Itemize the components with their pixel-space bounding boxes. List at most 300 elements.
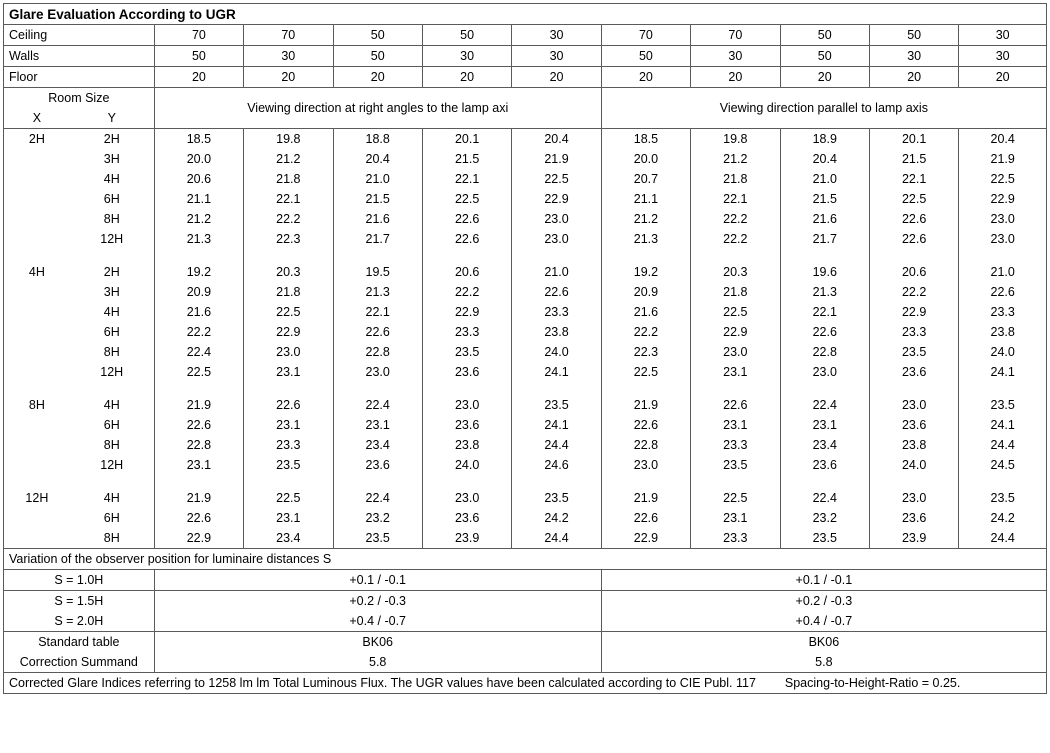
variation-label: S = 1.5H [4,591,155,612]
x-value [4,528,70,549]
walls-value: 50 [154,46,243,67]
y-value: 4H [70,302,154,322]
ugr-value: 22.6 [244,395,333,415]
y-value: 6H [70,415,154,435]
ugr-value: 23.5 [333,528,422,549]
ceiling-value: 30 [959,25,1047,46]
variation-par-value: +0.1 / -0.1 [601,570,1046,591]
ugr-value: 22.2 [691,229,780,249]
x-value [4,169,70,189]
ugr-value: 22.5 [959,169,1047,189]
ugr-value: 22.9 [244,322,333,342]
viewing-direction-parallel-header: Viewing direction parallel to lamp axis [601,88,1046,129]
ugr-value: 22.4 [333,395,422,415]
ugr-value: 23.0 [422,488,511,508]
ugr-value: 22.2 [422,282,511,302]
correction-summand-label: Correction Summand [4,652,155,673]
table-row [4,282,1047,302]
ugr-value: 21.6 [333,209,422,229]
group-separator [4,475,1047,488]
ugr-value: 21.9 [154,488,243,508]
ugr-value: 21.5 [422,149,511,169]
table-row [4,149,1047,169]
ugr-value: 21.5 [780,189,869,209]
ceiling-value: 50 [333,25,422,46]
ugr-value: 24.2 [512,508,601,528]
ugr-value: 22.5 [244,488,333,508]
ugr-value: 22.8 [154,435,243,455]
ugr-value: 23.6 [333,455,422,475]
ugr-value: 23.5 [869,342,958,362]
y-value: 4H [70,395,154,415]
ugr-value: 23.9 [422,528,511,549]
table-row [4,508,1047,528]
y-value: 12H [70,362,154,382]
ugr-value: 22.5 [691,302,780,322]
group-separator [4,382,1047,395]
ugr-value: 22.6 [780,322,869,342]
standard-table-perp: BK06 [154,632,601,653]
ugr-value: 23.0 [959,229,1047,249]
ugr-value: 23.6 [869,415,958,435]
ugr-value: 22.1 [333,302,422,322]
ugr-value: 21.0 [959,262,1047,282]
ugr-value: 23.0 [869,395,958,415]
x-value [4,209,70,229]
ugr-value: 22.1 [780,302,869,322]
walls-value: 50 [333,46,422,67]
y-value: 12H [70,455,154,475]
group-separator [4,249,1047,262]
ugr-value: 23.3 [959,302,1047,322]
ugr-value: 21.3 [601,229,690,249]
ugr-value: 21.1 [601,189,690,209]
x-value: 2H [4,129,70,150]
ugr-value: 24.4 [959,435,1047,455]
ugr-value: 21.2 [601,209,690,229]
table-row [4,169,1047,189]
ugr-value: 22.9 [422,302,511,322]
room-size-header: Room Size [4,88,155,109]
ugr-value: 21.1 [154,189,243,209]
ugr-value: 24.6 [512,455,601,475]
table-row [4,189,1047,209]
ugr-value: 21.8 [244,169,333,189]
ceiling-value: 70 [601,25,690,46]
variation-label: S = 1.0H [4,570,155,591]
x-value [4,362,70,382]
ugr-value: 22.4 [154,342,243,362]
ceiling-value: 50 [780,25,869,46]
ugr-value: 23.0 [512,209,601,229]
ugr-value: 23.5 [959,395,1047,415]
ugr-value: 23.3 [244,435,333,455]
floor-value: 20 [244,67,333,88]
ugr-value: 22.6 [959,282,1047,302]
ugr-value: 22.2 [691,209,780,229]
ugr-value: 23.8 [959,322,1047,342]
table-row [4,435,1047,455]
ugr-value: 24.0 [959,342,1047,362]
ugr-value: 23.6 [422,362,511,382]
ugr-value: 20.4 [959,129,1047,150]
ugr-value: 23.0 [512,229,601,249]
ugr-value: 23.1 [333,415,422,435]
table-row [4,229,1047,249]
floor-value: 20 [601,67,690,88]
table-row [4,395,1047,415]
y-value: 4H [70,488,154,508]
y-value: 3H [70,282,154,302]
ugr-value: 22.6 [422,229,511,249]
standard-table-par: BK06 [601,632,1046,653]
ugr-value: 24.0 [869,455,958,475]
header-room-size-row [4,88,1047,109]
ugr-value: 22.9 [512,189,601,209]
variation-row [4,570,1047,591]
table-row [4,302,1047,322]
y-value: 12H [70,229,154,249]
ugr-value: 21.2 [244,149,333,169]
ugr-value: 21.3 [780,282,869,302]
ugr-value: 20.3 [244,262,333,282]
ugr-value: 22.1 [422,169,511,189]
ugr-value: 20.3 [691,262,780,282]
reflectance-row-floor [4,67,1047,88]
ugr-value: 20.4 [333,149,422,169]
ugr-value: 22.1 [244,189,333,209]
ugr-value: 24.1 [959,362,1047,382]
ugr-value: 19.8 [244,129,333,150]
ugr-value: 20.1 [422,129,511,150]
ugr-value: 20.7 [601,169,690,189]
ugr-value: 21.9 [512,149,601,169]
ugr-value: 22.2 [244,209,333,229]
x-value [4,149,70,169]
ugr-value: 23.0 [959,209,1047,229]
ugr-value: 22.5 [691,488,780,508]
ugr-value: 23.5 [244,455,333,475]
ugr-value: 20.4 [512,129,601,150]
ugr-value: 23.0 [869,488,958,508]
table-row [4,455,1047,475]
ugr-value: 22.5 [422,189,511,209]
variation-par-value: +0.2 / -0.3 [601,591,1046,612]
x-value [4,302,70,322]
ugr-value: 21.3 [333,282,422,302]
ugr-value: 23.6 [780,455,869,475]
ugr-value: 23.5 [959,488,1047,508]
ugr-glare-evaluation-page [0,3,1050,753]
variation-header-row [4,549,1047,570]
ugr-value: 23.5 [512,395,601,415]
ugr-value: 20.0 [154,149,243,169]
correction-summand-row [4,652,1047,673]
table-row [4,528,1047,549]
ugr-value: 22.6 [601,415,690,435]
ugr-value: 23.5 [422,342,511,362]
correction-summand-par: 5.8 [601,652,1046,673]
ugr-value: 21.5 [333,189,422,209]
ugr-value: 24.1 [512,362,601,382]
x-value [4,282,70,302]
ugr-value: 23.3 [691,435,780,455]
reflectance-row-walls [4,46,1047,67]
ugr-value: 21.2 [154,209,243,229]
row-label-ceiling: Ceiling [4,25,155,46]
ugr-value: 23.1 [691,362,780,382]
floor-value: 20 [154,67,243,88]
ugr-value: 22.9 [691,322,780,342]
ugr-value: 19.2 [601,262,690,282]
ugr-value: 21.8 [244,282,333,302]
ugr-value: 20.9 [601,282,690,302]
footer-spacing-ratio: Spacing-to-Height-Ratio = 0.25. [784,675,961,690]
ugr-value: 20.6 [422,262,511,282]
y-value: 8H [70,209,154,229]
ugr-value: 22.6 [869,229,958,249]
ugr-value: 23.1 [244,362,333,382]
ugr-value: 23.4 [244,528,333,549]
ugr-value: 23.3 [422,322,511,342]
variation-par-value: +0.4 / -0.7 [601,611,1046,632]
ugr-value: 22.9 [154,528,243,549]
ugr-value: 21.9 [154,395,243,415]
walls-value: 30 [691,46,780,67]
table-row [4,362,1047,382]
ugr-value: 23.2 [780,508,869,528]
ugr-value: 19.8 [691,129,780,150]
ugr-value: 23.8 [422,435,511,455]
ugr-value: 24.2 [959,508,1047,528]
ugr-value: 22.2 [601,322,690,342]
ugr-value: 18.8 [333,129,422,150]
ugr-value: 21.6 [780,209,869,229]
ugr-value: 24.0 [422,455,511,475]
table-row [4,342,1047,362]
ugr-value: 19.5 [333,262,422,282]
ugr-value: 23.6 [869,362,958,382]
ugr-value: 23.9 [869,528,958,549]
ugr-value: 23.1 [691,508,780,528]
ugr-value: 21.8 [691,169,780,189]
ugr-value: 22.8 [333,342,422,362]
ugr-value: 22.4 [780,488,869,508]
standard-table-label: Standard table [4,632,155,653]
y-value: 8H [70,435,154,455]
ugr-value: 22.2 [154,322,243,342]
x-value [4,435,70,455]
y-header: Y [70,108,154,129]
ugr-value: 20.1 [869,129,958,150]
ugr-value: 20.4 [780,149,869,169]
y-value: 8H [70,528,154,549]
ugr-value: 23.0 [691,342,780,362]
row-label-floor: Floor [4,67,155,88]
floor-value: 20 [333,67,422,88]
ugr-value: 21.6 [601,302,690,322]
walls-value: 30 [422,46,511,67]
ugr-value: 22.6 [154,508,243,528]
ugr-value: 22.1 [691,189,780,209]
ugr-value: 22.5 [244,302,333,322]
ceiling-value: 70 [691,25,780,46]
ugr-value: 23.3 [691,528,780,549]
ugr-value: 21.9 [601,488,690,508]
table-row [4,262,1047,282]
table-title-row [4,4,1047,25]
table-row [4,129,1047,150]
ugr-value: 22.6 [512,282,601,302]
ugr-value: 19.6 [780,262,869,282]
variation-header: Variation of the observer position for luminaire distances S [4,549,1047,570]
x-value [4,508,70,528]
ugr-value: 23.6 [422,415,511,435]
ugr-value: 23.8 [869,435,958,455]
ugr-table [3,3,1047,694]
floor-value: 20 [869,67,958,88]
y-value: 2H [70,129,154,150]
ugr-value: 19.2 [154,262,243,282]
ugr-value: 21.6 [154,302,243,322]
ugr-value: 23.5 [691,455,780,475]
y-value: 3H [70,149,154,169]
y-value: 4H [70,169,154,189]
x-value: 8H [4,395,70,415]
ugr-value: 21.5 [869,149,958,169]
ugr-value: 23.5 [512,488,601,508]
ugr-value: 21.3 [154,229,243,249]
ugr-value: 22.4 [333,488,422,508]
ugr-value: 24.4 [512,528,601,549]
footer-row [4,673,1047,694]
ugr-value: 20.6 [869,262,958,282]
table-row [4,322,1047,342]
walls-value: 30 [244,46,333,67]
ugr-value: 24.1 [512,415,601,435]
walls-value: 50 [780,46,869,67]
ugr-value: 22.3 [244,229,333,249]
y-value: 8H [70,342,154,362]
x-value [4,189,70,209]
ugr-value: 21.7 [780,229,869,249]
correction-summand-perp: 5.8 [154,652,601,673]
ugr-value: 23.5 [780,528,869,549]
ugr-value: 22.5 [869,189,958,209]
row-label-walls: Walls [4,46,155,67]
ugr-value: 21.9 [959,149,1047,169]
reflectance-row-ceiling [4,25,1047,46]
x-header: X [4,108,70,129]
ugr-value: 23.1 [154,455,243,475]
ugr-value: 21.2 [691,149,780,169]
ugr-value: 22.4 [780,395,869,415]
x-value: 4H [4,262,70,282]
ceiling-value: 70 [244,25,333,46]
ugr-value: 23.1 [691,415,780,435]
floor-value: 20 [512,67,601,88]
ugr-value: 23.1 [244,415,333,435]
floor-value: 20 [691,67,780,88]
y-value: 6H [70,189,154,209]
ugr-value: 22.6 [154,415,243,435]
ugr-value: 22.6 [333,322,422,342]
table-row [4,488,1047,508]
ugr-value: 20.0 [601,149,690,169]
ugr-value: 22.8 [780,342,869,362]
ugr-value: 23.3 [512,302,601,322]
walls-value: 30 [869,46,958,67]
ugr-value: 22.9 [601,528,690,549]
floor-value: 20 [959,67,1047,88]
ugr-value: 22.5 [601,362,690,382]
ugr-value: 23.1 [780,415,869,435]
ugr-value: 20.6 [154,169,243,189]
ugr-value: 22.5 [512,169,601,189]
ugr-value: 22.2 [869,282,958,302]
footer-text: Corrected Glare Indices referring to 1258 lm lm Total Luminous Flux. The UGR values have been calculated according to CIE Publ. 117 [9,675,756,690]
floor-value: 20 [422,67,511,88]
ugr-value: 23.8 [512,322,601,342]
ugr-value: 23.4 [333,435,422,455]
ugr-value: 22.1 [869,169,958,189]
table-row [4,209,1047,229]
x-value [4,415,70,435]
walls-value: 30 [512,46,601,67]
ugr-value: 24.4 [959,528,1047,549]
ceiling-value: 50 [869,25,958,46]
y-value: 6H [70,322,154,342]
ugr-value: 23.0 [244,342,333,362]
ugr-value: 23.4 [780,435,869,455]
ugr-value: 23.0 [780,362,869,382]
ugr-value: 24.1 [959,415,1047,435]
x-value [4,455,70,475]
ugr-value: 22.8 [601,435,690,455]
variation-perp-value: +0.2 / -0.3 [154,591,601,612]
ugr-value: 18.9 [780,129,869,150]
ugr-value: 21.0 [333,169,422,189]
variation-row [4,591,1047,612]
page-title: Glare Evaluation According to UGR [4,4,1047,25]
floor-value: 20 [780,67,869,88]
variation-perp-value: +0.4 / -0.7 [154,611,601,632]
ugr-value: 22.9 [959,189,1047,209]
viewing-direction-perpendicular-header: Viewing direction at right angles to the lamp axi [154,88,601,129]
ugr-value: 22.9 [869,302,958,322]
variation-row [4,611,1047,632]
ugr-value: 24.4 [512,435,601,455]
ugr-value: 21.9 [601,395,690,415]
ugr-value: 23.0 [422,395,511,415]
x-value: 12H [4,488,70,508]
walls-value: 30 [959,46,1047,67]
table-row [4,415,1047,435]
ugr-value: 23.6 [869,508,958,528]
footer-note [4,673,1047,694]
ceiling-value: 50 [422,25,511,46]
ugr-value: 20.9 [154,282,243,302]
ugr-value: 21.7 [333,229,422,249]
ugr-value: 24.5 [959,455,1047,475]
ugr-value: 23.3 [869,322,958,342]
y-value: 6H [70,508,154,528]
ugr-value: 18.5 [154,129,243,150]
ugr-value: 23.6 [422,508,511,528]
ugr-value: 22.6 [691,395,780,415]
ugr-value: 23.2 [333,508,422,528]
ugr-value: 18.5 [601,129,690,150]
